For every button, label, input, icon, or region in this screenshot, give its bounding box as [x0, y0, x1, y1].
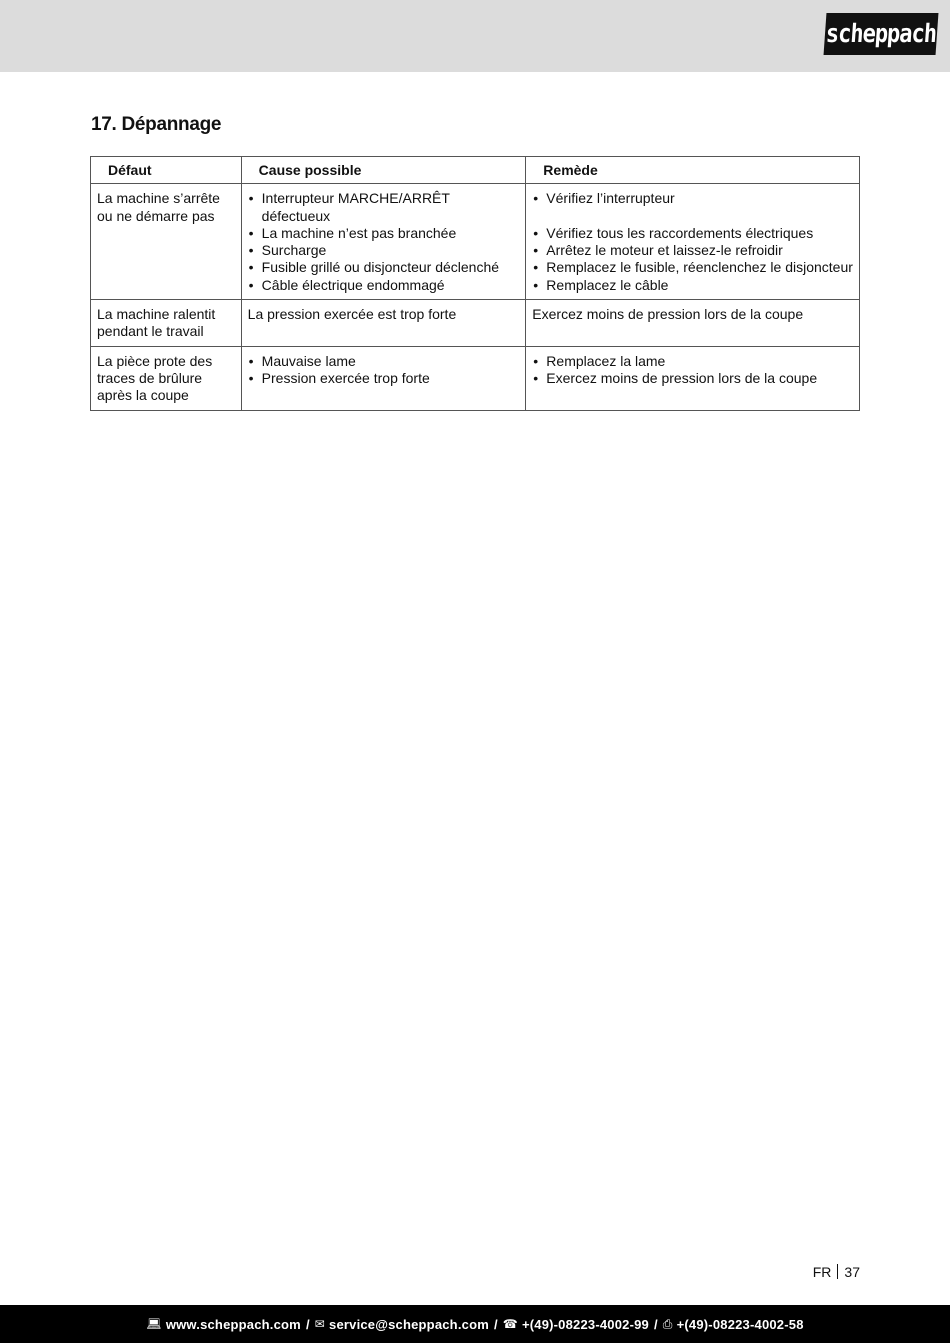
- list-item: • Pression exercée trop forte: [248, 370, 520, 387]
- table-header-row: [91, 157, 860, 184]
- mail-icon: ✉︎: [314, 1317, 326, 1331]
- list-item: • La machine n’est pas branchée: [248, 225, 520, 242]
- column-header-cause: Cause possible: [241, 157, 526, 184]
- footer-separator: /: [493, 1316, 498, 1332]
- column-header-defaut: Défaut: [91, 157, 242, 184]
- defaut-cell: La machine ralentit pendant le travail: [91, 300, 242, 347]
- troubleshooting-table: [90, 156, 860, 411]
- list-item: • Interrupteur MARCHE/ARRÊT défectueux: [248, 190, 520, 225]
- remede-cell: Exercez moins de pression lors de la coupe: [526, 300, 860, 347]
- computer-icon: 💻︎: [146, 1317, 162, 1331]
- footer-separator: /: [305, 1316, 310, 1332]
- footer-website[interactable]: www.scheppach.com: [165, 1316, 301, 1332]
- scheppach-logo: scheppach: [824, 13, 939, 55]
- table-row: [91, 346, 860, 410]
- page-language: FR: [812, 1264, 832, 1280]
- list-item: • Vérifiez l’interrupteur: [532, 190, 853, 207]
- list-item: • Vérifiez tous les raccordements électriques: [532, 225, 853, 242]
- cause-cell: [241, 184, 526, 300]
- list-item: • Mauvaise lame: [248, 353, 520, 370]
- footer-separator: /: [653, 1316, 658, 1332]
- defaut-cell: La pièce prote des traces de brûlure après la coupe: [91, 346, 242, 410]
- footer-contact-bar: [0, 1305, 950, 1343]
- list-item: • Surcharge: [248, 242, 520, 259]
- list-item: • Remplacez le fusible, réenclenchez le disjoncteur: [532, 259, 853, 276]
- cause-cell: [241, 346, 526, 410]
- section-title: 17. Dépannage: [91, 114, 222, 135]
- list-item: • Remplacez le câble: [532, 277, 853, 294]
- list-item: • Fusible grillé ou disjoncteur déclenché: [248, 259, 520, 276]
- list-item: • Câble électrique endommagé: [248, 277, 520, 294]
- table-row: [91, 300, 860, 347]
- list-item: • Remplacez la lame: [532, 353, 853, 370]
- defaut-cell: La machine s’arrête ou ne démarre pas: [91, 184, 242, 300]
- remede-cell: [526, 346, 860, 410]
- footer-email[interactable]: service@scheppach.com: [329, 1316, 489, 1332]
- cause-cell: La pression exercée est trop forte: [241, 300, 526, 347]
- footer-fax: +(49)-08223-4002-58: [676, 1316, 804, 1332]
- page-separator: [837, 1264, 838, 1279]
- list-item: • Exercez moins de pression lors de la coupe: [532, 370, 853, 387]
- remede-cell: [526, 184, 860, 300]
- header-band: [0, 0, 950, 72]
- fax-icon: ⎙: [662, 1316, 673, 1331]
- list-item: • Arrêtez le moteur et laissez-le refroidir: [532, 242, 853, 259]
- page-number-value: 37: [844, 1264, 860, 1280]
- phone-icon: ☎︎: [502, 1317, 518, 1331]
- page-number: [813, 1264, 860, 1280]
- column-header-remede: Remède: [526, 157, 860, 184]
- table-row: [91, 184, 860, 300]
- footer-phone: +(49)-08223-4002-99: [521, 1316, 649, 1332]
